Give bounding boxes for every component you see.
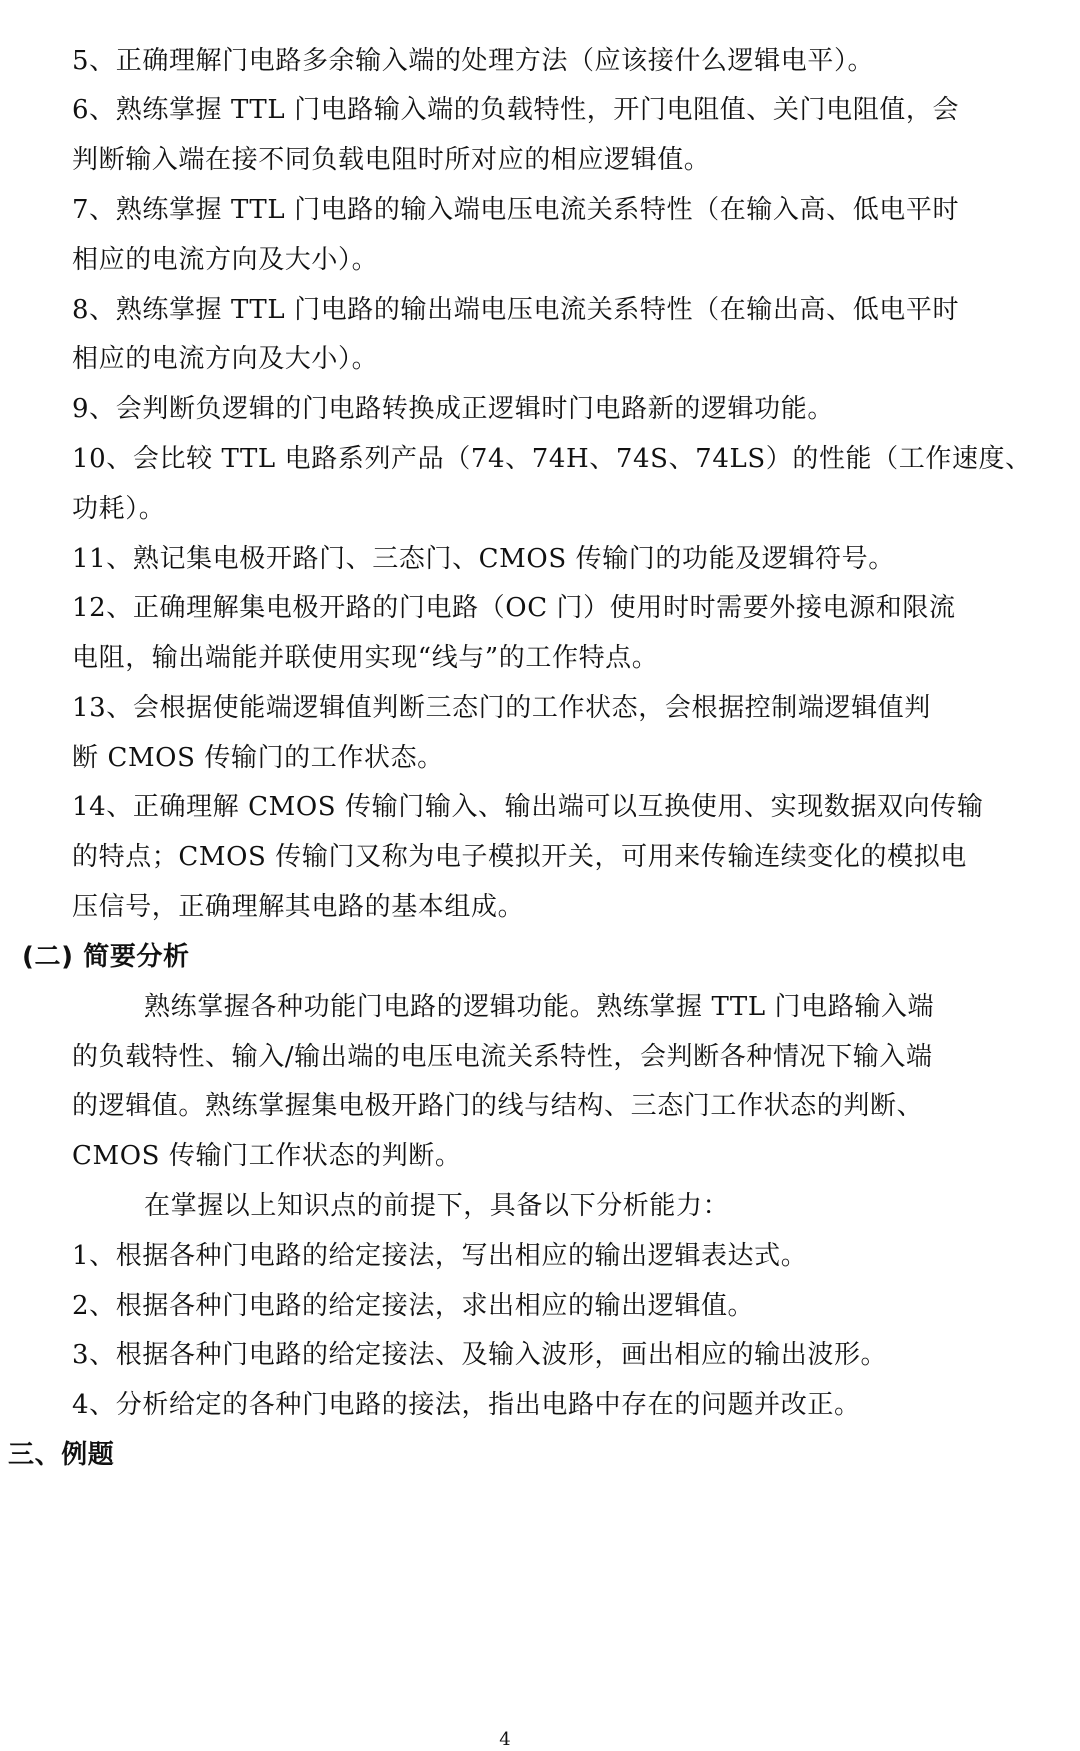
ability-item: 3、根据各种门电路的给定接法、及输入波形，画出相应的输出波形。: [72, 1340, 888, 1370]
text-line: 9、会判断负逻辑的门电路转换成正逻辑时门电路新的逻辑功能。: [72, 394, 834, 424]
paragraph-line: 熟练掌握各种功能门电路的逻辑功能。熟练掌握 TTL 门电路输入端: [144, 992, 935, 1022]
text-line: 10、会比较 TTL 电路系列产品（74、74H、74S、74LS）的性能（工作速度、: [72, 444, 1032, 474]
paragraph-line: 在掌握以上知识点的前提下，具备以下分析能力：: [144, 1191, 730, 1221]
text-line: 7、熟练掌握 TTL 门电路的输入端电压电流关系特性（在输入高、低电平时: [72, 195, 960, 225]
text-line: 14、正确理解 CMOS 传输门输入、输出端可以互换使用、实现数据双向传输: [72, 792, 984, 822]
text-line: 相应的电流方向及大小）。: [72, 245, 379, 275]
text-line: 的特点；CMOS 传输门又称为电子模拟开关，可用来传输连续变化的模拟电: [72, 842, 967, 872]
ability-item: 4、分析给定的各种门电路的接法，指出电路中存在的问题并改正。: [72, 1390, 861, 1420]
text-line: 压信号，正确理解其电路的基本组成。: [72, 892, 525, 922]
section-heading-examples: 三、例题: [8, 1440, 115, 1470]
paragraph-line: 的逻辑值。熟练掌握集电极开路门的线与结构、三态门工作状态的判断、: [72, 1091, 924, 1121]
text-line: 12、正确理解集电极开路的门电路（OC 门）使用时时需要外接电源和限流: [72, 593, 956, 623]
text-line: 8、熟练掌握 TTL 门电路的输出端电压电流关系特性（在输出高、低电平时: [72, 295, 960, 325]
text-line: 功耗）。: [72, 494, 166, 524]
ability-item: 2、根据各种门电路的给定接法，求出相应的输出逻辑值。: [72, 1291, 755, 1321]
paragraph-line: 的负载特性、输入/输出端的电压电流关系特性，会判断各种情况下输入端: [72, 1042, 933, 1072]
text-line: 断 CMOS 传输门的工作状态。: [72, 743, 444, 773]
paragraph-line: CMOS 传输门工作状态的判断。: [72, 1141, 462, 1171]
page-number: 4: [499, 1729, 511, 1750]
text-line: 13、会根据使能端逻辑值判断三态门的工作状态，会根据控制端逻辑值判: [72, 693, 931, 723]
text-line: 5、正确理解门电路多余输入端的处理方法（应该接什么逻辑电平）。: [72, 46, 875, 76]
text-line: 11、熟记集电极开路门、三态门、CMOS 传输门的功能及逻辑符号。: [72, 544, 895, 574]
text-line: 判断输入端在接不同负载电阻时所对应的相应逻辑值。: [72, 145, 711, 175]
ability-item: 1、根据各种门电路的给定接法，写出相应的输出逻辑表达式。: [72, 1241, 808, 1271]
text-line: 相应的电流方向及大小）。: [72, 344, 379, 374]
section-heading-brief-analysis: (二) 简要分析: [22, 942, 190, 972]
text-line: 6、熟练掌握 TTL 门电路输入端的负载特性，开门电阻值、关门电阻值，会: [72, 95, 960, 125]
text-line: 电阻，输出端能并联使用实现“线与”的工作特点。: [72, 643, 659, 673]
